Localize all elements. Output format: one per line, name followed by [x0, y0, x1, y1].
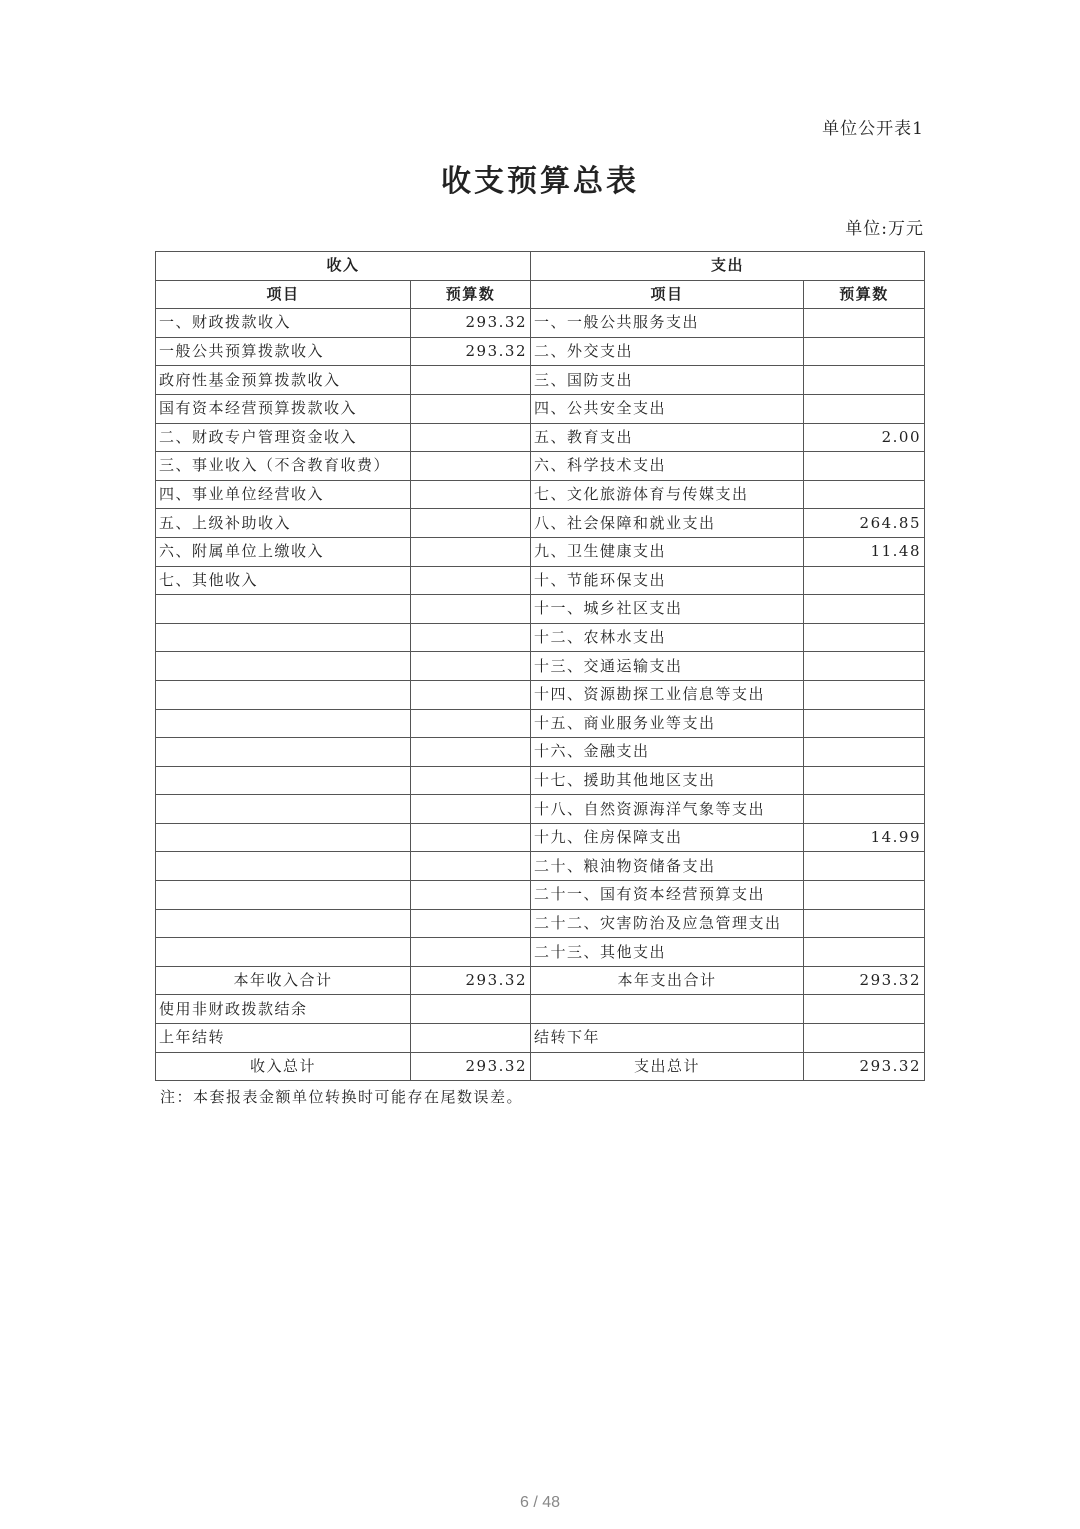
page-title: 收支预算总表 [441, 164, 639, 199]
expense-item: 七、文化旅游体育与传媒支出 [531, 480, 804, 509]
carryover-row [156, 1024, 925, 1053]
income-item [156, 738, 411, 767]
table-row [156, 909, 925, 938]
income-amount [411, 394, 531, 423]
income-item: 三、事业收入（不含教育收费） [156, 452, 411, 481]
table-row [156, 566, 925, 595]
expense-amount [804, 938, 925, 967]
expense-item: 二十、粮油物资储备支出 [531, 852, 804, 881]
income-grand-total-amount: 293.32 [411, 1052, 531, 1081]
expense-item: 十四、资源勘探工业信息等支出 [531, 680, 804, 709]
form-number: 单位公开表1 [822, 119, 924, 139]
table-row [156, 795, 925, 824]
income-grand-total-label: 收入总计 [156, 1052, 411, 1081]
income-item-header: 项目 [156, 280, 411, 309]
expense-item: 十一、城乡社区支出 [531, 595, 804, 624]
expense-amount [804, 909, 925, 938]
expense-grand-total-label: 支出总计 [531, 1052, 804, 1081]
expense-amount [804, 881, 925, 910]
grand-total-row [156, 1052, 925, 1081]
income-amount-header: 预算数 [411, 280, 531, 309]
table-row [156, 881, 925, 910]
expense-item: 四、公共安全支出 [531, 394, 804, 423]
income-item: 四、事业单位经营收入 [156, 480, 411, 509]
balance-expense-amount [804, 995, 925, 1024]
expense-item: 二、外交支出 [531, 337, 804, 366]
expense-amount [804, 480, 925, 509]
expense-item: 十九、住房保障支出 [531, 823, 804, 852]
expense-amount [804, 566, 925, 595]
table-row [156, 652, 925, 681]
table-row [156, 537, 925, 566]
income-item: 七、其他收入 [156, 566, 411, 595]
carry-to-next-year-amount [804, 1024, 925, 1053]
income-amount [411, 366, 531, 395]
balance-expense-label [531, 995, 804, 1024]
expense-amount [804, 766, 925, 795]
expense-item: 六、科学技术支出 [531, 452, 804, 481]
income-item: 一般公共预算拨款收入 [156, 337, 411, 366]
income-amount [411, 938, 531, 967]
income-item: 二、财政专户管理资金收入 [156, 423, 411, 452]
expense-item: 二十一、国有资本经营预算支出 [531, 881, 804, 910]
table-row [156, 309, 925, 338]
expense-amount [804, 852, 925, 881]
non-fiscal-balance-label: 使用非财政拨款结余 [156, 995, 411, 1024]
page-number: 6 / 48 [519, 1494, 561, 1511]
table-row [156, 452, 925, 481]
income-amount [411, 795, 531, 824]
expense-amount: 264.85 [804, 509, 925, 538]
table-row [156, 738, 925, 767]
income-item [156, 766, 411, 795]
expense-amount [804, 709, 925, 738]
expense-amount [804, 623, 925, 652]
expense-amount [804, 394, 925, 423]
expense-item: 三、国防支出 [531, 366, 804, 395]
expense-item: 十三、交通运输支出 [531, 652, 804, 681]
income-amount [411, 423, 531, 452]
expense-item: 二十三、其他支出 [531, 938, 804, 967]
expense-grand-total-amount: 293.32 [804, 1052, 925, 1081]
income-item [156, 823, 411, 852]
expense-item: 十五、商业服务业等支出 [531, 709, 804, 738]
income-item: 五、上级补助收入 [156, 509, 411, 538]
table-row [156, 480, 925, 509]
expense-item: 五、教育支出 [531, 423, 804, 452]
non-fiscal-balance-amount [411, 995, 531, 1024]
income-amount [411, 652, 531, 681]
footnote: 注：本套报表金额单位转换时可能存在尾数误差。 [160, 1088, 524, 1106]
expense-amount: 2.00 [804, 423, 925, 452]
income-header: 收入 [156, 252, 531, 281]
income-item [156, 852, 411, 881]
income-amount [411, 766, 531, 795]
income-item: 政府性基金预算拨款收入 [156, 366, 411, 395]
expense-item: 十二、农林水支出 [531, 623, 804, 652]
prior-year-carryover-label: 上年结转 [156, 1024, 411, 1053]
income-item: 六、附属单位上缴收入 [156, 537, 411, 566]
expense-amount [804, 795, 925, 824]
table-row [156, 509, 925, 538]
table-row [156, 852, 925, 881]
expense-item: 二十二、灾害防治及应急管理支出 [531, 909, 804, 938]
income-amount [411, 509, 531, 538]
expense-subtotal-amount: 293.32 [804, 966, 925, 995]
header-row-columns [156, 280, 925, 309]
prior-year-carryover-amount [411, 1024, 531, 1053]
expense-amount [804, 652, 925, 681]
expense-item: 一、一般公共服务支出 [531, 309, 804, 338]
income-amount: 293.32 [411, 309, 531, 338]
income-amount [411, 623, 531, 652]
income-amount [411, 480, 531, 509]
expense-amount [804, 595, 925, 624]
table-row [156, 766, 925, 795]
subtotal-row [156, 966, 925, 995]
carry-to-next-year-label: 结转下年 [531, 1024, 804, 1053]
expense-amount [804, 309, 925, 338]
income-amount [411, 823, 531, 852]
income-amount [411, 595, 531, 624]
expense-item-header: 项目 [531, 280, 804, 309]
income-amount [411, 881, 531, 910]
table-row [156, 595, 925, 624]
income-item [156, 909, 411, 938]
expense-amount [804, 337, 925, 366]
expense-amount [804, 680, 925, 709]
table-row [156, 823, 925, 852]
income-item [156, 938, 411, 967]
income-item: 一、财政拨款收入 [156, 309, 411, 338]
budget-table [155, 251, 925, 1081]
expense-item: 八、社会保障和就业支出 [531, 509, 804, 538]
expense-amount: 11.48 [804, 537, 925, 566]
income-amount [411, 452, 531, 481]
income-amount [411, 709, 531, 738]
income-amount [411, 680, 531, 709]
expense-amount-header: 预算数 [804, 280, 925, 309]
income-amount [411, 537, 531, 566]
expense-item: 九、卫生健康支出 [531, 537, 804, 566]
table-row [156, 623, 925, 652]
income-item: 国有资本经营预算拨款收入 [156, 394, 411, 423]
income-item [156, 680, 411, 709]
table-row [156, 680, 925, 709]
income-item [156, 595, 411, 624]
expense-item: 十七、援助其他地区支出 [531, 766, 804, 795]
income-item [156, 795, 411, 824]
expense-amount [804, 452, 925, 481]
income-subtotal-amount: 293.32 [411, 966, 531, 995]
expense-item: 十八、自然资源海洋气象等支出 [531, 795, 804, 824]
income-amount [411, 738, 531, 767]
table-row [156, 709, 925, 738]
expense-header: 支出 [531, 252, 925, 281]
income-item [156, 652, 411, 681]
expense-subtotal-label: 本年支出合计 [531, 966, 804, 995]
table-row [156, 337, 925, 366]
income-item [156, 709, 411, 738]
expense-amount [804, 366, 925, 395]
table-row [156, 366, 925, 395]
expense-amount [804, 738, 925, 767]
income-item [156, 623, 411, 652]
table-row [156, 394, 925, 423]
expense-item: 十、节能环保支出 [531, 566, 804, 595]
income-item [156, 881, 411, 910]
income-amount [411, 852, 531, 881]
income-amount: 293.32 [411, 337, 531, 366]
table-row [156, 938, 925, 967]
expense-item: 十六、金融支出 [531, 738, 804, 767]
income-subtotal-label: 本年收入合计 [156, 966, 411, 995]
balance-row [156, 995, 925, 1024]
header-row-groups [156, 252, 925, 281]
table-row [156, 423, 925, 452]
expense-amount: 14.99 [804, 823, 925, 852]
income-amount [411, 909, 531, 938]
income-amount [411, 566, 531, 595]
unit-label: 单位:万元 [845, 219, 924, 239]
